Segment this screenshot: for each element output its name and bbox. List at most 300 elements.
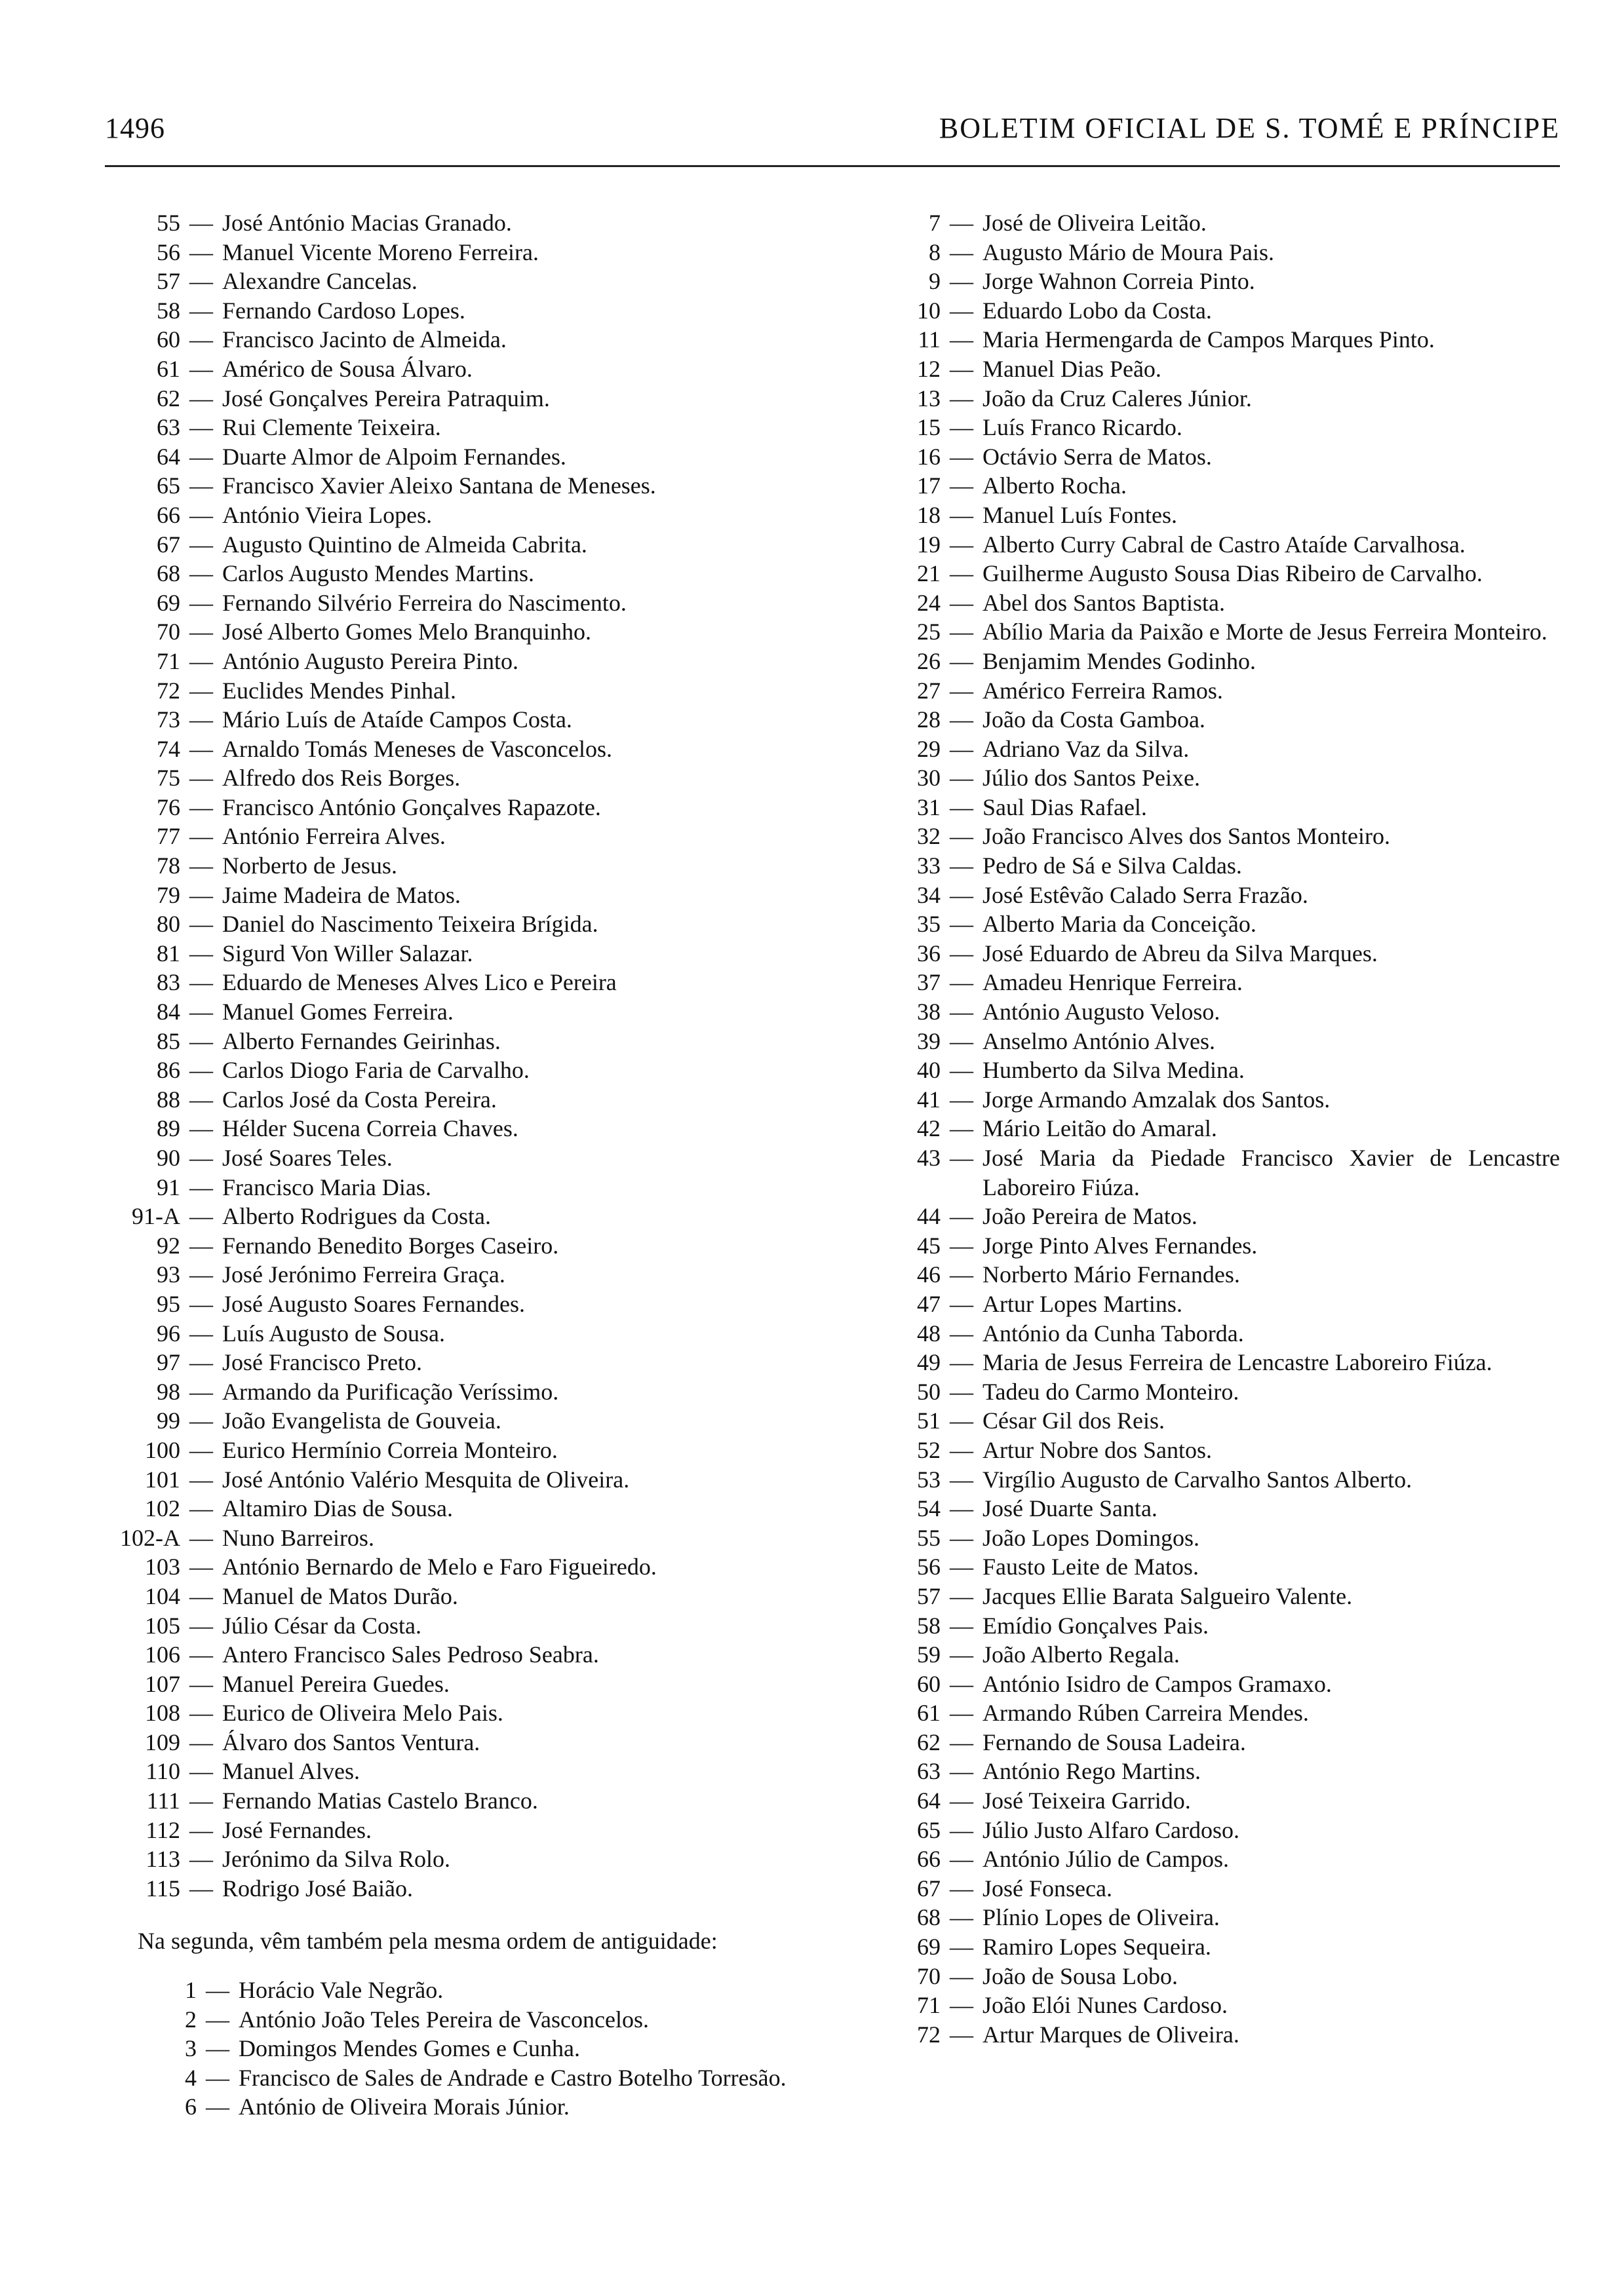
entry-name: Rui Clemente Teixeira.	[222, 414, 441, 441]
list-item	[875, 1290, 1560, 1319]
entry-dash: —	[189, 210, 213, 236]
entry-dash: —	[950, 1934, 973, 1961]
list-item	[105, 1348, 819, 1377]
list-item	[875, 909, 1560, 939]
list-item	[875, 1962, 1560, 1991]
entry-name: João Francisco Alves dos Santos Monteiro.	[983, 823, 1390, 850]
entry-dash: —	[189, 385, 213, 411]
entry-name: Mário Luís de Ataíde Campos Costa.	[222, 706, 572, 733]
entry-name: Eurico de Oliveira Melo Pais.	[222, 1700, 503, 1727]
entry-number: 6	[185, 2094, 197, 2120]
list-item	[875, 1670, 1560, 1699]
list-item	[105, 1114, 819, 1143]
entry-name: António de Oliveira Morais Júnior.	[239, 2094, 570, 2120]
entry-dash: —	[189, 1378, 213, 1405]
entry-dash: —	[189, 239, 213, 265]
list-item	[105, 1976, 819, 2005]
entry-number: 18	[917, 501, 941, 528]
entry-dash: —	[950, 1495, 973, 1522]
entry-dash: —	[189, 268, 213, 295]
list-item	[105, 1056, 819, 1085]
entry-number: 101	[145, 1466, 180, 1493]
entry-number: 47	[917, 1290, 941, 1317]
entry-number: 78	[157, 852, 180, 879]
entry-name: Daniel do Nascimento Teixeira Brígida.	[222, 911, 598, 938]
entry-number: 16	[917, 443, 941, 470]
list-item	[875, 676, 1560, 706]
entry-name: Duarte Almor de Alpoim Fernandes.	[222, 443, 566, 470]
entry-dash: —	[950, 414, 973, 441]
list-item	[105, 1202, 819, 1231]
entry-name: Luís Augusto de Sousa.	[222, 1320, 446, 1347]
entry-dash: —	[189, 1670, 213, 1697]
entry-dash: —	[950, 1203, 973, 1230]
entry-dash: —	[189, 355, 213, 382]
entry-number: 55	[157, 210, 180, 236]
entry-dash: —	[950, 999, 973, 1025]
entry-name: José Soares Teles.	[222, 1145, 393, 1171]
entry-number: 90	[157, 1145, 180, 1171]
list-item	[105, 1728, 819, 1757]
entry-dash: —	[950, 1378, 973, 1405]
entry-number: 111	[146, 1788, 180, 1814]
list-item	[875, 1786, 1560, 1816]
list-item	[875, 442, 1560, 472]
list-item	[875, 1406, 1560, 1436]
page-number: 1496	[105, 112, 165, 144]
entry-number: 56	[917, 1554, 941, 1580]
entry-name: António Júlio de Campos.	[983, 1846, 1229, 1873]
entry-dash: —	[189, 1524, 213, 1551]
list-item	[875, 763, 1560, 793]
entry-number: 1	[185, 1977, 197, 2004]
entry-name: António Isidro de Campos Gramaxo.	[983, 1670, 1332, 1697]
entry-number: 24	[917, 589, 941, 616]
list-item	[105, 1231, 819, 1261]
entry-number: 70	[157, 619, 180, 645]
entry-name: Fernando Cardoso Lopes.	[222, 297, 465, 324]
entry-number: 102-A	[120, 1524, 180, 1551]
entry-number: 51	[917, 1407, 941, 1434]
entry-dash: —	[950, 823, 973, 850]
entry-number: 48	[917, 1320, 941, 1347]
entry-dash: —	[189, 1261, 213, 1288]
list-item	[105, 325, 819, 354]
entry-number: 21	[917, 560, 941, 587]
entry-dash: —	[950, 1320, 973, 1347]
entry-dash: —	[950, 1612, 973, 1639]
entry-name: Jaime Madeira de Matos.	[222, 881, 461, 908]
entry-number: 95	[157, 1290, 180, 1317]
entry-dash: —	[189, 1612, 213, 1639]
entry-number: 11	[918, 326, 941, 353]
entry-dash: —	[950, 619, 973, 645]
entry-number: 91-A	[132, 1203, 180, 1230]
list-item	[875, 1436, 1560, 1465]
list-item	[105, 1465, 819, 1495]
entry-name: Altamiro Dias de Sousa.	[222, 1495, 453, 1522]
entry-dash: —	[950, 1086, 973, 1113]
entry-name: Armando Rúben Carreira Mendes.	[983, 1700, 1309, 1727]
entry-dash: —	[950, 501, 973, 528]
list-item	[875, 1728, 1560, 1757]
entry-dash: —	[189, 1232, 213, 1259]
entry-name: Francisco Xavier Aleixo Santana de Meneses.	[222, 472, 656, 499]
list-item	[875, 1114, 1560, 1143]
entry-number: 77	[157, 823, 180, 850]
list-item	[875, 1816, 1560, 1845]
list-item	[875, 1377, 1560, 1407]
entry-dash: —	[950, 881, 973, 908]
entry-dash: —	[950, 472, 973, 499]
entry-number: 110	[146, 1758, 180, 1785]
list-item	[105, 588, 819, 618]
entry-dash: —	[950, 1788, 973, 1814]
entry-name: Horácio Vale Negrão.	[239, 1977, 444, 2004]
entry-number: 27	[917, 677, 941, 704]
entry-number: 46	[917, 1261, 941, 1288]
entry-number: 26	[917, 647, 941, 674]
entry-name: Sigurd Von Willer Salazar.	[222, 940, 473, 966]
entry-dash: —	[950, 531, 973, 558]
entry-dash: —	[189, 1758, 213, 1785]
entry-number: 15	[917, 414, 941, 441]
entry-name: José Jerónimo Ferreira Graça.	[222, 1261, 505, 1288]
entry-number: 40	[917, 1057, 941, 1084]
entry-dash: —	[950, 1700, 973, 1727]
entry-number: 64	[917, 1788, 941, 1814]
entry-name: Carlos José da Costa Pereira.	[222, 1086, 497, 1113]
list-item	[105, 442, 819, 472]
entry-name: Virgílio Augusto de Carvalho Santos Alberto.	[983, 1466, 1412, 1493]
entry-name: Alberto Fernandes Geirinhas.	[222, 1027, 501, 1054]
list-item	[105, 1582, 819, 1611]
entry-number: 91	[157, 1174, 180, 1200]
entry-number: 106	[145, 1641, 180, 1668]
list-item	[875, 1932, 1560, 1962]
entry-name: José Estêvão Calado Serra Frazão.	[983, 881, 1308, 908]
entry-dash: —	[950, 1992, 973, 2019]
entry-dash: —	[189, 1641, 213, 1668]
entry-number: 41	[917, 1086, 941, 1113]
entry-name: Eduardo de Meneses Alves Lico e Pereira	[222, 969, 617, 996]
entry-dash: —	[950, 706, 973, 733]
entry-number: 72	[157, 677, 180, 704]
entry-name: Arnaldo Tomás Meneses de Vasconcelos.	[222, 735, 613, 762]
entry-dash: —	[189, 297, 213, 324]
entry-name: Emídio Gonçalves Pais.	[983, 1612, 1209, 1639]
entry-name: Manuel Vicente Moreno Ferreira.	[222, 239, 539, 265]
entry-number: 59	[917, 1641, 941, 1668]
list-item	[105, 2034, 819, 2063]
list-item	[875, 530, 1560, 560]
entry-name: Manuel Pereira Guedes.	[222, 1670, 450, 1697]
entry-number: 80	[157, 911, 180, 938]
entry-dash: —	[950, 210, 973, 236]
list-item	[105, 676, 819, 706]
entry-name: Alberto Rocha.	[983, 472, 1127, 499]
list-item	[875, 238, 1560, 267]
entry-name: Ramiro Lopes Sequeira.	[983, 1934, 1211, 1961]
entry-dash: —	[950, 443, 973, 470]
entry-number: 96	[157, 1320, 180, 1347]
list-item	[875, 296, 1560, 326]
list-item	[105, 1640, 819, 1670]
entry-name: Rodrigo José Baião.	[222, 1875, 413, 1902]
entry-dash: —	[189, 1816, 213, 1843]
entry-name: Plínio Lopes de Oliveira.	[983, 1904, 1220, 1931]
entry-number: 58	[917, 1612, 941, 1639]
entry-name: Alexandre Cancelas.	[222, 268, 418, 295]
entry-name: Antero Francisco Sales Pedroso Seabra.	[222, 1641, 599, 1668]
entry-dash: —	[950, 1407, 973, 1434]
entry-name: Francisco Maria Dias.	[222, 1174, 431, 1200]
entry-dash: —	[950, 2021, 973, 2048]
entry-number: 62	[157, 385, 180, 411]
entry-dash: —	[950, 1641, 973, 1668]
entry-number: 37	[917, 969, 941, 996]
entry-dash: —	[189, 414, 213, 441]
entry-number: 112	[146, 1816, 180, 1843]
list-item	[875, 1611, 1560, 1641]
entry-dash: —	[950, 1349, 973, 1376]
entry-name: Fausto Leite de Matos.	[983, 1554, 1199, 1580]
entry-name: Jorge Armando Amzalak dos Santos.	[983, 1086, 1331, 1113]
entry-number: 108	[145, 1700, 180, 1727]
entry-name: Adriano Vaz da Silva.	[983, 735, 1190, 762]
entry-number: 75	[157, 765, 180, 792]
entry-name: Manuel Dias Peão.	[983, 355, 1161, 382]
list-item	[875, 1698, 1560, 1728]
list-item	[105, 1494, 819, 1523]
entry-name: João Lopes Domingos.	[983, 1524, 1199, 1551]
entry-name: Norberto Mário Fernandes.	[983, 1261, 1240, 1288]
entry-name: Humberto da Silva Medina.	[983, 1057, 1245, 1084]
list-item	[875, 939, 1560, 968]
entry-name: José de Oliveira Leitão.	[983, 210, 1207, 236]
entry-number: 55	[917, 1524, 941, 1551]
entry-dash: —	[950, 1466, 973, 1493]
entry-number: 57	[157, 268, 180, 295]
list-item	[875, 1231, 1560, 1261]
list-item	[105, 267, 819, 296]
entry-name: José Maria da Piedade Francisco Xavier de Lencastre Laboreiro Fiúza.	[983, 1145, 1560, 1200]
entry-number: 34	[917, 881, 941, 908]
entry-dash: —	[189, 443, 213, 470]
entry-number: 12	[917, 355, 941, 382]
entry-dash: —	[950, 239, 973, 265]
entry-name: Augusto Quintino de Almeida Cabrita.	[222, 531, 587, 558]
entry-dash: —	[189, 1057, 213, 1084]
entry-dash: —	[950, 1875, 973, 1902]
entry-number: 100	[145, 1436, 180, 1463]
list-item	[875, 1757, 1560, 1786]
entry-number: 102	[145, 1495, 180, 1522]
entry-name: Álvaro dos Santos Ventura.	[222, 1729, 480, 1755]
entry-dash: —	[950, 1582, 973, 1609]
entry-number: 98	[157, 1378, 180, 1405]
entry-number: 44	[917, 1203, 941, 1230]
entry-dash: —	[206, 2094, 229, 2120]
entry-number: 38	[917, 999, 941, 1025]
entry-number: 13	[917, 385, 941, 411]
entry-dash: —	[950, 911, 973, 938]
entry-number: 68	[917, 1904, 941, 1931]
entry-number: 70	[917, 1962, 941, 1989]
entry-name: Norberto de Jesus.	[222, 852, 397, 879]
entry-number: 45	[917, 1232, 941, 1259]
list-item	[875, 1465, 1560, 1495]
entry-dash: —	[950, 765, 973, 792]
list-item	[875, 617, 1560, 647]
list-item	[105, 1786, 819, 1816]
list-item	[875, 559, 1560, 588]
entry-name: Jorge Wahnon Correia Pinto.	[983, 268, 1255, 295]
list-item	[105, 822, 819, 851]
entry-name: Pedro de Sá e Silva Caldas.	[983, 852, 1242, 879]
list-item	[105, 1027, 819, 1056]
list-item	[105, 1874, 819, 1904]
entry-name: Júlio dos Santos Peixe.	[983, 765, 1201, 792]
entry-number: 17	[917, 472, 941, 499]
entry-name: José António Macias Granado.	[222, 210, 512, 236]
list-item	[105, 413, 819, 442]
entry-dash: —	[189, 823, 213, 850]
entry-dash: —	[189, 1203, 213, 1230]
entry-dash: —	[189, 1145, 213, 1171]
entry-number: 29	[917, 735, 941, 762]
entry-number: 104	[145, 1582, 180, 1609]
entry-number: 113	[146, 1846, 180, 1873]
entry-name: Jacques Ellie Barata Salgueiro Valente.	[983, 1582, 1353, 1609]
entry-dash: —	[950, 385, 973, 411]
entry-dash: —	[206, 2035, 229, 2062]
entry-name: José Duarte Santa.	[983, 1495, 1158, 1522]
entry-number: 65	[157, 472, 180, 499]
list-item	[105, 1319, 819, 1349]
list-item	[875, 1494, 1560, 1523]
entry-number: 86	[157, 1057, 180, 1084]
entry-dash: —	[206, 2064, 229, 2091]
list-item	[875, 1085, 1560, 1115]
entry-number: 79	[157, 881, 180, 908]
entry-dash: —	[189, 969, 213, 996]
entry-dash: —	[950, 1057, 973, 1084]
entry-name: Nuno Barreiros.	[222, 1524, 374, 1551]
list-item	[875, 1143, 1560, 1202]
entry-name: António Augusto Pereira Pinto.	[222, 647, 518, 674]
entry-number: 61	[917, 1700, 941, 1727]
entry-dash: —	[950, 1290, 973, 1317]
entry-name: Américo de Sousa Álvaro.	[222, 355, 473, 382]
entry-number: 71	[157, 647, 180, 674]
entry-name: Maria Hermengarda de Campos Marques Pinto.	[983, 326, 1435, 353]
entry-name: Alfredo dos Reis Borges.	[222, 765, 461, 792]
entry-dash: —	[189, 1407, 213, 1434]
entry-number: 33	[917, 852, 941, 879]
entry-dash: —	[206, 2006, 229, 2033]
entry-dash: —	[950, 1904, 973, 1931]
entry-number: 54	[917, 1495, 941, 1522]
entry-dash: —	[189, 1349, 213, 1376]
entry-name: Júlio Justo Alfaro Cardoso.	[983, 1816, 1239, 1843]
entry-name: Eduardo Lobo da Costa.	[983, 297, 1212, 324]
entry-dash: —	[189, 619, 213, 645]
entry-number: 32	[917, 823, 941, 850]
entry-number: 30	[917, 765, 941, 792]
entry-number: 39	[917, 1027, 941, 1054]
entry-dash: —	[950, 1115, 973, 1142]
entry-name: Fernando de Sousa Ladeira.	[983, 1729, 1246, 1755]
entry-name: José Francisco Preto.	[222, 1349, 422, 1376]
entry-dash: —	[189, 1495, 213, 1522]
entry-number: 73	[157, 706, 180, 733]
list-item	[105, 735, 819, 764]
entry-number: 67	[917, 1875, 941, 1902]
list-item	[105, 1670, 819, 1699]
entry-name: Carlos Augusto Mendes Martins.	[222, 560, 534, 587]
list-item	[105, 530, 819, 560]
entry-dash: —	[950, 1145, 973, 1171]
entry-number: 88	[157, 1086, 180, 1113]
entry-number: 19	[917, 531, 941, 558]
list-item	[105, 559, 819, 588]
entry-dash: —	[189, 531, 213, 558]
list-item	[105, 793, 819, 822]
entry-number: 97	[157, 1349, 180, 1376]
entry-number: 99	[157, 1407, 180, 1434]
entry-name: Fernando Benedito Borges Caseiro.	[222, 1232, 559, 1259]
entry-name: Luís Franco Ricardo.	[983, 414, 1182, 441]
entry-name: Euclides Mendes Pinhal.	[222, 677, 456, 704]
entry-number: 81	[157, 940, 180, 966]
list-item	[105, 2092, 819, 2122]
entry-name: Augusto Mário de Moura Pais.	[983, 239, 1274, 265]
list-item	[875, 325, 1560, 354]
entry-dash: —	[189, 852, 213, 879]
list-item	[105, 1698, 819, 1728]
entry-name: Hélder Sucena Correia Chaves.	[222, 1115, 518, 1142]
entry-dash: —	[189, 677, 213, 704]
entry-number: 4	[185, 2064, 197, 2091]
entry-name: António Bernardo de Melo e Faro Figueiredo.	[222, 1554, 657, 1580]
entry-number: 31	[917, 794, 941, 820]
list-item	[105, 384, 819, 413]
list-item	[875, 267, 1560, 296]
entry-name: Eurico Hermínio Correia Monteiro.	[222, 1436, 558, 1463]
list-item	[875, 1523, 1560, 1553]
entry-name: Tadeu do Carmo Monteiro.	[983, 1378, 1239, 1405]
entry-dash: —	[189, 647, 213, 674]
list-item	[105, 1260, 819, 1290]
entry-number: 63	[917, 1758, 941, 1785]
entry-name: Manuel de Matos Durão.	[222, 1582, 458, 1609]
entry-name: António João Teles Pereira de Vasconcelos.	[239, 2006, 649, 2033]
entry-name: Alberto Rodrigues da Costa.	[222, 1203, 491, 1230]
entry-dash: —	[950, 735, 973, 762]
entry-number: 56	[157, 239, 180, 265]
entry-number: 72	[917, 2021, 941, 2048]
entry-dash: —	[189, 1582, 213, 1609]
entry-number: 67	[157, 531, 180, 558]
entry-dash: —	[189, 1700, 213, 1727]
entry-number: 61	[157, 355, 180, 382]
entry-number: 49	[917, 1349, 941, 1376]
list-item	[875, 354, 1560, 384]
entry-name: César Gil dos Reis.	[983, 1407, 1165, 1434]
entry-number: 66	[157, 501, 180, 528]
list-item	[105, 1085, 819, 1115]
